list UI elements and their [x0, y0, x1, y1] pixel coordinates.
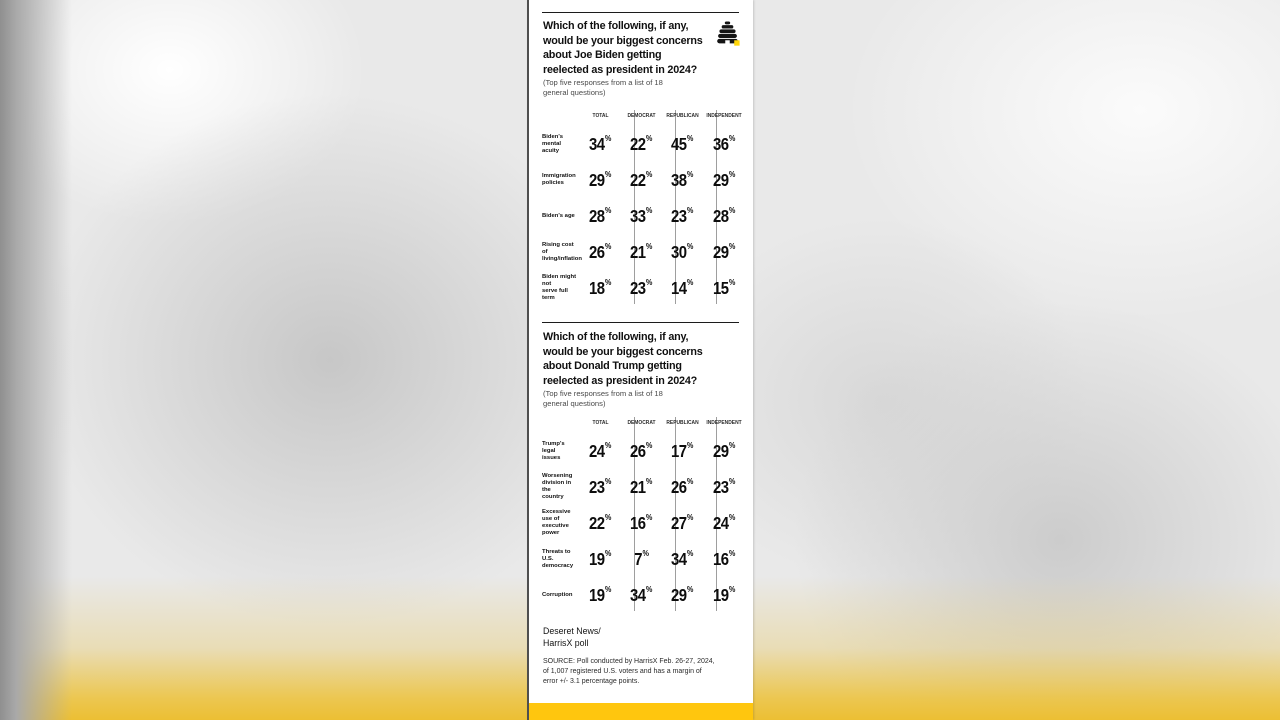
value-cell: 26% [671, 476, 694, 497]
value-cell: 28% [712, 205, 736, 226]
row-label: Immigration policies [542, 173, 576, 186]
value-cell: 33% [630, 205, 653, 226]
value-cell: 14% [671, 277, 694, 298]
value-cell: 36% [712, 133, 736, 154]
value-cell: 34% [630, 584, 653, 605]
value-cell: 34% [671, 548, 694, 569]
section-divider-top [542, 12, 739, 13]
question-title-biden [543, 19, 733, 77]
corner-cell [544, 417, 577, 433]
value-cell: 22% [630, 133, 653, 154]
column-header-independent: INDEPENDENT [706, 113, 742, 119]
row-label: Trump's legal issues [542, 440, 565, 461]
value-cell: 30% [671, 241, 694, 262]
source-note [543, 657, 738, 687]
value-cell: 23% [630, 277, 653, 298]
title-line: about Joe Biden getting [543, 49, 662, 62]
column-header-republican: REPUBLICAN [666, 420, 699, 426]
title-line: would be your biggest concerns [543, 345, 703, 358]
value-cell: 16% [630, 512, 653, 533]
subtitle-line: general questions) [543, 399, 606, 409]
value-cell: 23% [589, 476, 612, 497]
column-header-republican: REPUBLICAN [666, 113, 699, 119]
value-cell: 23% [671, 205, 694, 226]
value-cell: 29% [671, 584, 694, 605]
value-cell: 26% [630, 440, 653, 461]
poll-brand [543, 626, 733, 649]
value-cell: 24% [712, 512, 736, 533]
column-header-democrat: DEMOCRAT [627, 113, 656, 119]
value-cell: 15% [712, 277, 736, 298]
value-cell: 22% [630, 169, 653, 190]
brand-line: Deseret News/ [543, 626, 601, 636]
value-cell: 45% [671, 133, 694, 154]
title-line: would be your biggest concerns [543, 34, 703, 47]
section-divider-middle [542, 322, 739, 323]
value-cell: 18% [589, 277, 612, 298]
column-header-total: TOTAL [592, 113, 609, 119]
row-label: Rising cost of living/inflation [542, 241, 582, 262]
row-label: Worsening division in the country [542, 473, 573, 500]
value-cell: 29% [712, 169, 736, 190]
corner-cell [544, 110, 577, 126]
value-cell: 28% [589, 205, 612, 226]
value-cell: 7% [634, 548, 649, 569]
title-line: reelected as president in 2024? [543, 63, 698, 76]
title-line: reelected as president in 2024? [543, 374, 698, 387]
subtitle-line: (Top five responses from a list of 18 [543, 389, 663, 398]
source-line: SOURCE: Poll conducted by HarrisX Feb. 26-27, 2024, [543, 658, 715, 665]
value-cell: 21% [630, 476, 653, 497]
column-header-total: TOTAL [592, 420, 609, 426]
column-header-independent: INDEPENDENT [706, 420, 742, 426]
value-cell: 38% [671, 169, 694, 190]
title-line: about Donald Trump getting [543, 360, 682, 373]
brand-line: HarrisX poll [543, 637, 589, 648]
value-cell: 29% [712, 241, 736, 262]
row-label: Biden's mental acuity [542, 133, 564, 154]
row-label: Threats to U.S. democracy [542, 548, 574, 569]
value-cell: 29% [712, 440, 736, 461]
subtitle-line: (Top five responses from a list of 18 [543, 78, 663, 87]
subtitle-line: general questions) [543, 88, 606, 98]
source-line: error +/- 3.1 percentage points. [543, 677, 640, 685]
row-label: Excessive use of executive power [542, 509, 571, 536]
source-line: of 1,007 registered U.S. voters and has a margin of [543, 667, 702, 675]
value-cell: 26% [589, 241, 612, 262]
value-cell: 23% [712, 476, 736, 497]
value-cell: 27% [671, 512, 694, 533]
value-cell: 19% [589, 548, 612, 569]
value-cell: 19% [712, 584, 736, 605]
poll-infographic-panel [527, 0, 753, 720]
value-cell: 29% [589, 169, 612, 190]
poll-table-trump [542, 417, 745, 613]
column-header-democrat: DEMOCRAT [627, 420, 656, 426]
row-label: Biden might not serve full term [542, 274, 577, 301]
value-cell: 16% [712, 548, 736, 569]
question-title-trump [543, 330, 733, 388]
poll-table-biden [542, 110, 745, 306]
value-cell: 22% [589, 512, 612, 533]
yellow-footer-bar [529, 703, 753, 720]
title-line: Which of the following, if any, [543, 20, 689, 32]
value-cell: 21% [630, 241, 653, 262]
row-label: Biden's age [542, 212, 575, 219]
title-line: Which of the following, if any, [543, 331, 689, 343]
question-subtitle-trump [543, 389, 733, 410]
question-subtitle-biden [543, 78, 733, 99]
value-cell: 17% [671, 440, 694, 461]
row-label: Corruption [542, 591, 573, 598]
value-cell: 34% [589, 133, 612, 154]
value-cell: 19% [589, 584, 612, 605]
value-cell: 24% [589, 440, 612, 461]
